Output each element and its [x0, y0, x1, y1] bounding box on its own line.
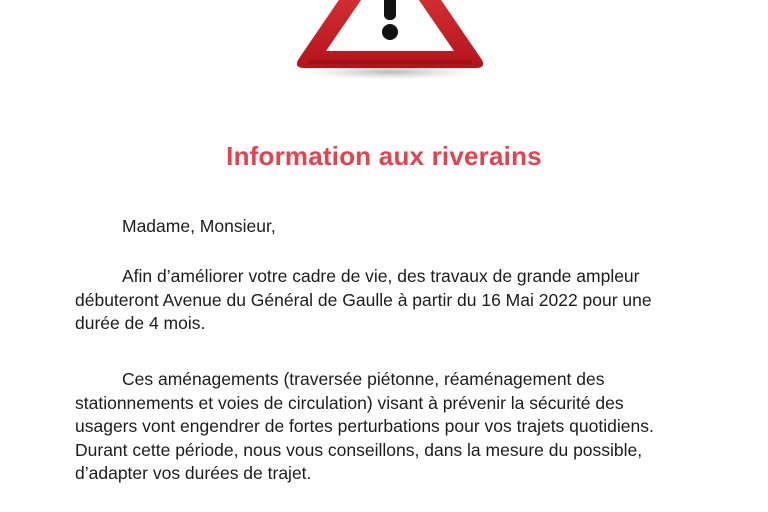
warning-triangle-icon [290, 0, 490, 80]
salutation: Madame, Monsieur, [122, 216, 276, 236]
paragraph-disruptions: Ces aménagements (traversée piétonne, réaménagement des stationnements et voies de circulation) visant à prévenir la sécurité des usagers vont engendrer de fortes perturbations pour vos trajets quotidiens. Durant cette période, nous vous conseillons, dans la mesure du possible, d’adapter vos durées de trajet. [75, 369, 654, 483]
paragraph-works-announcement: Afin d’améliorer votre cadre de vie, des travaux de grande ampleur débuteront Avenue du Général de Gaulle à partir du 16 Mai 2022 pour une durée de 4 mois. [75, 266, 652, 333]
notice-title: Information aux riverains [226, 141, 542, 171]
